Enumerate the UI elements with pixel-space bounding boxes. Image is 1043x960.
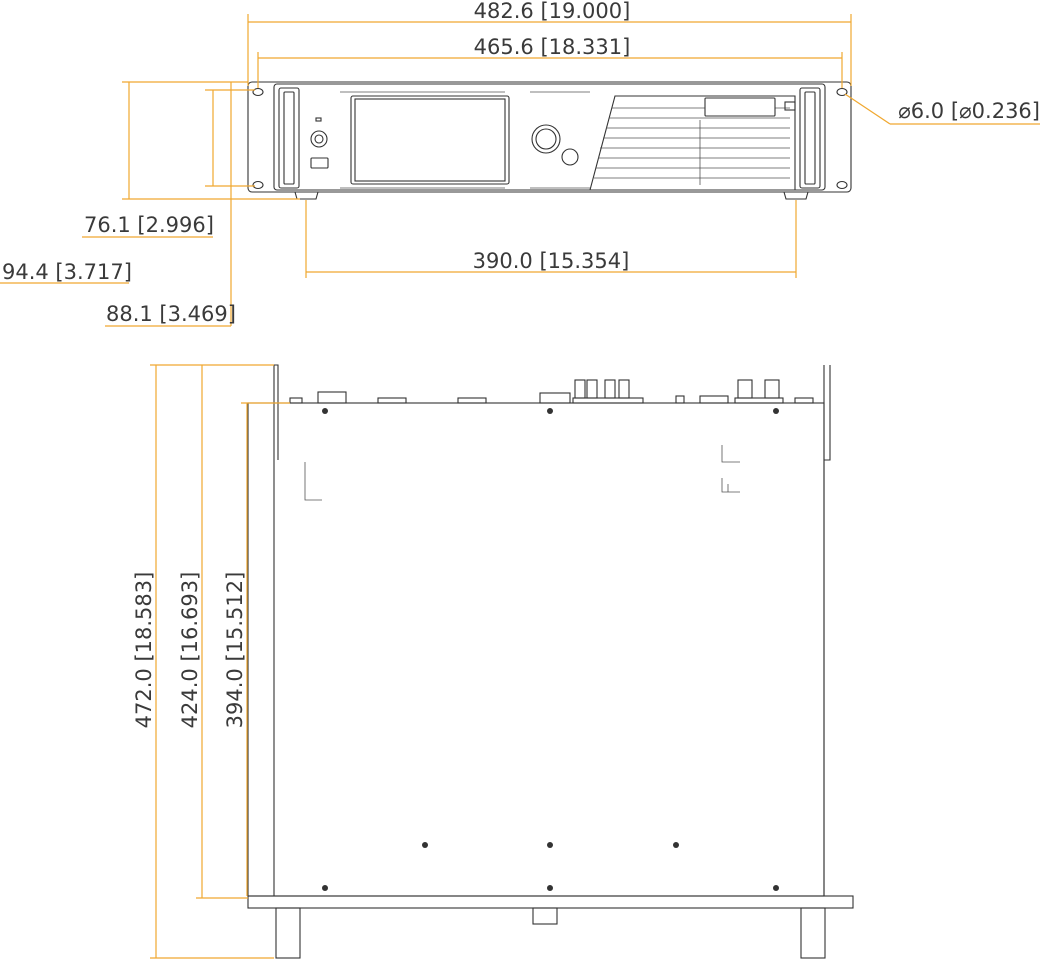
- right-foot: [784, 192, 808, 199]
- front-dimension-lines: [0, 14, 1040, 326]
- dim-height-88: 88.1 [3.469]: [106, 302, 236, 326]
- back-button: [562, 149, 578, 165]
- power-button: [311, 131, 327, 147]
- status-led: [316, 118, 321, 121]
- chassis-body: [248, 403, 824, 896]
- left-handle: [279, 88, 299, 188]
- knob-top: [533, 908, 557, 924]
- right-handle-top: [801, 908, 825, 958]
- front-lcd-window: [705, 98, 775, 116]
- mounting-hole: [837, 182, 847, 189]
- right-handle: [800, 88, 820, 188]
- control-knob-inner: [536, 129, 556, 149]
- mounting-hole: [253, 182, 263, 189]
- display-bezel: [351, 96, 509, 184]
- top-dimension-lines: [150, 365, 290, 958]
- vent-slots: [594, 108, 790, 185]
- dim-depth-424: 424.0 [16.693]: [178, 571, 202, 729]
- left-handle-top: [276, 908, 300, 958]
- dim-feet-spacing: 390.0 [15.354]: [472, 249, 630, 273]
- chassis-screws: [322, 408, 779, 891]
- corner-mark: [722, 478, 740, 492]
- display-screen: [355, 99, 505, 181]
- front-view: [248, 82, 851, 199]
- dim-overall-width: 482.6 [19.000]: [473, 0, 631, 23]
- front-panel-top: [248, 896, 853, 908]
- dim-panel-width: 465.6 [18.331]: [473, 35, 631, 59]
- corner-mark: [305, 462, 322, 500]
- usb-port: [311, 158, 328, 168]
- indicator-box: [785, 102, 795, 110]
- left-foot: [295, 192, 318, 199]
- dim-height-76: 76.1 [2.996]: [84, 213, 214, 237]
- rear-connectors: [290, 380, 813, 403]
- right-handle-inner: [805, 92, 815, 184]
- left-handle-inner: [284, 92, 294, 184]
- dim-depth-472: 472.0 [18.583]: [132, 571, 156, 729]
- top-view: [248, 365, 853, 958]
- dim-height-94: 94.4 [3.717]: [2, 260, 132, 284]
- dim-hole-diameter: ⌀6.0 [⌀0.236]: [898, 99, 1040, 123]
- power-icon: [315, 135, 323, 143]
- dim-depth-394: 394.0 [15.512]: [223, 571, 247, 729]
- corner-mark: [722, 445, 740, 462]
